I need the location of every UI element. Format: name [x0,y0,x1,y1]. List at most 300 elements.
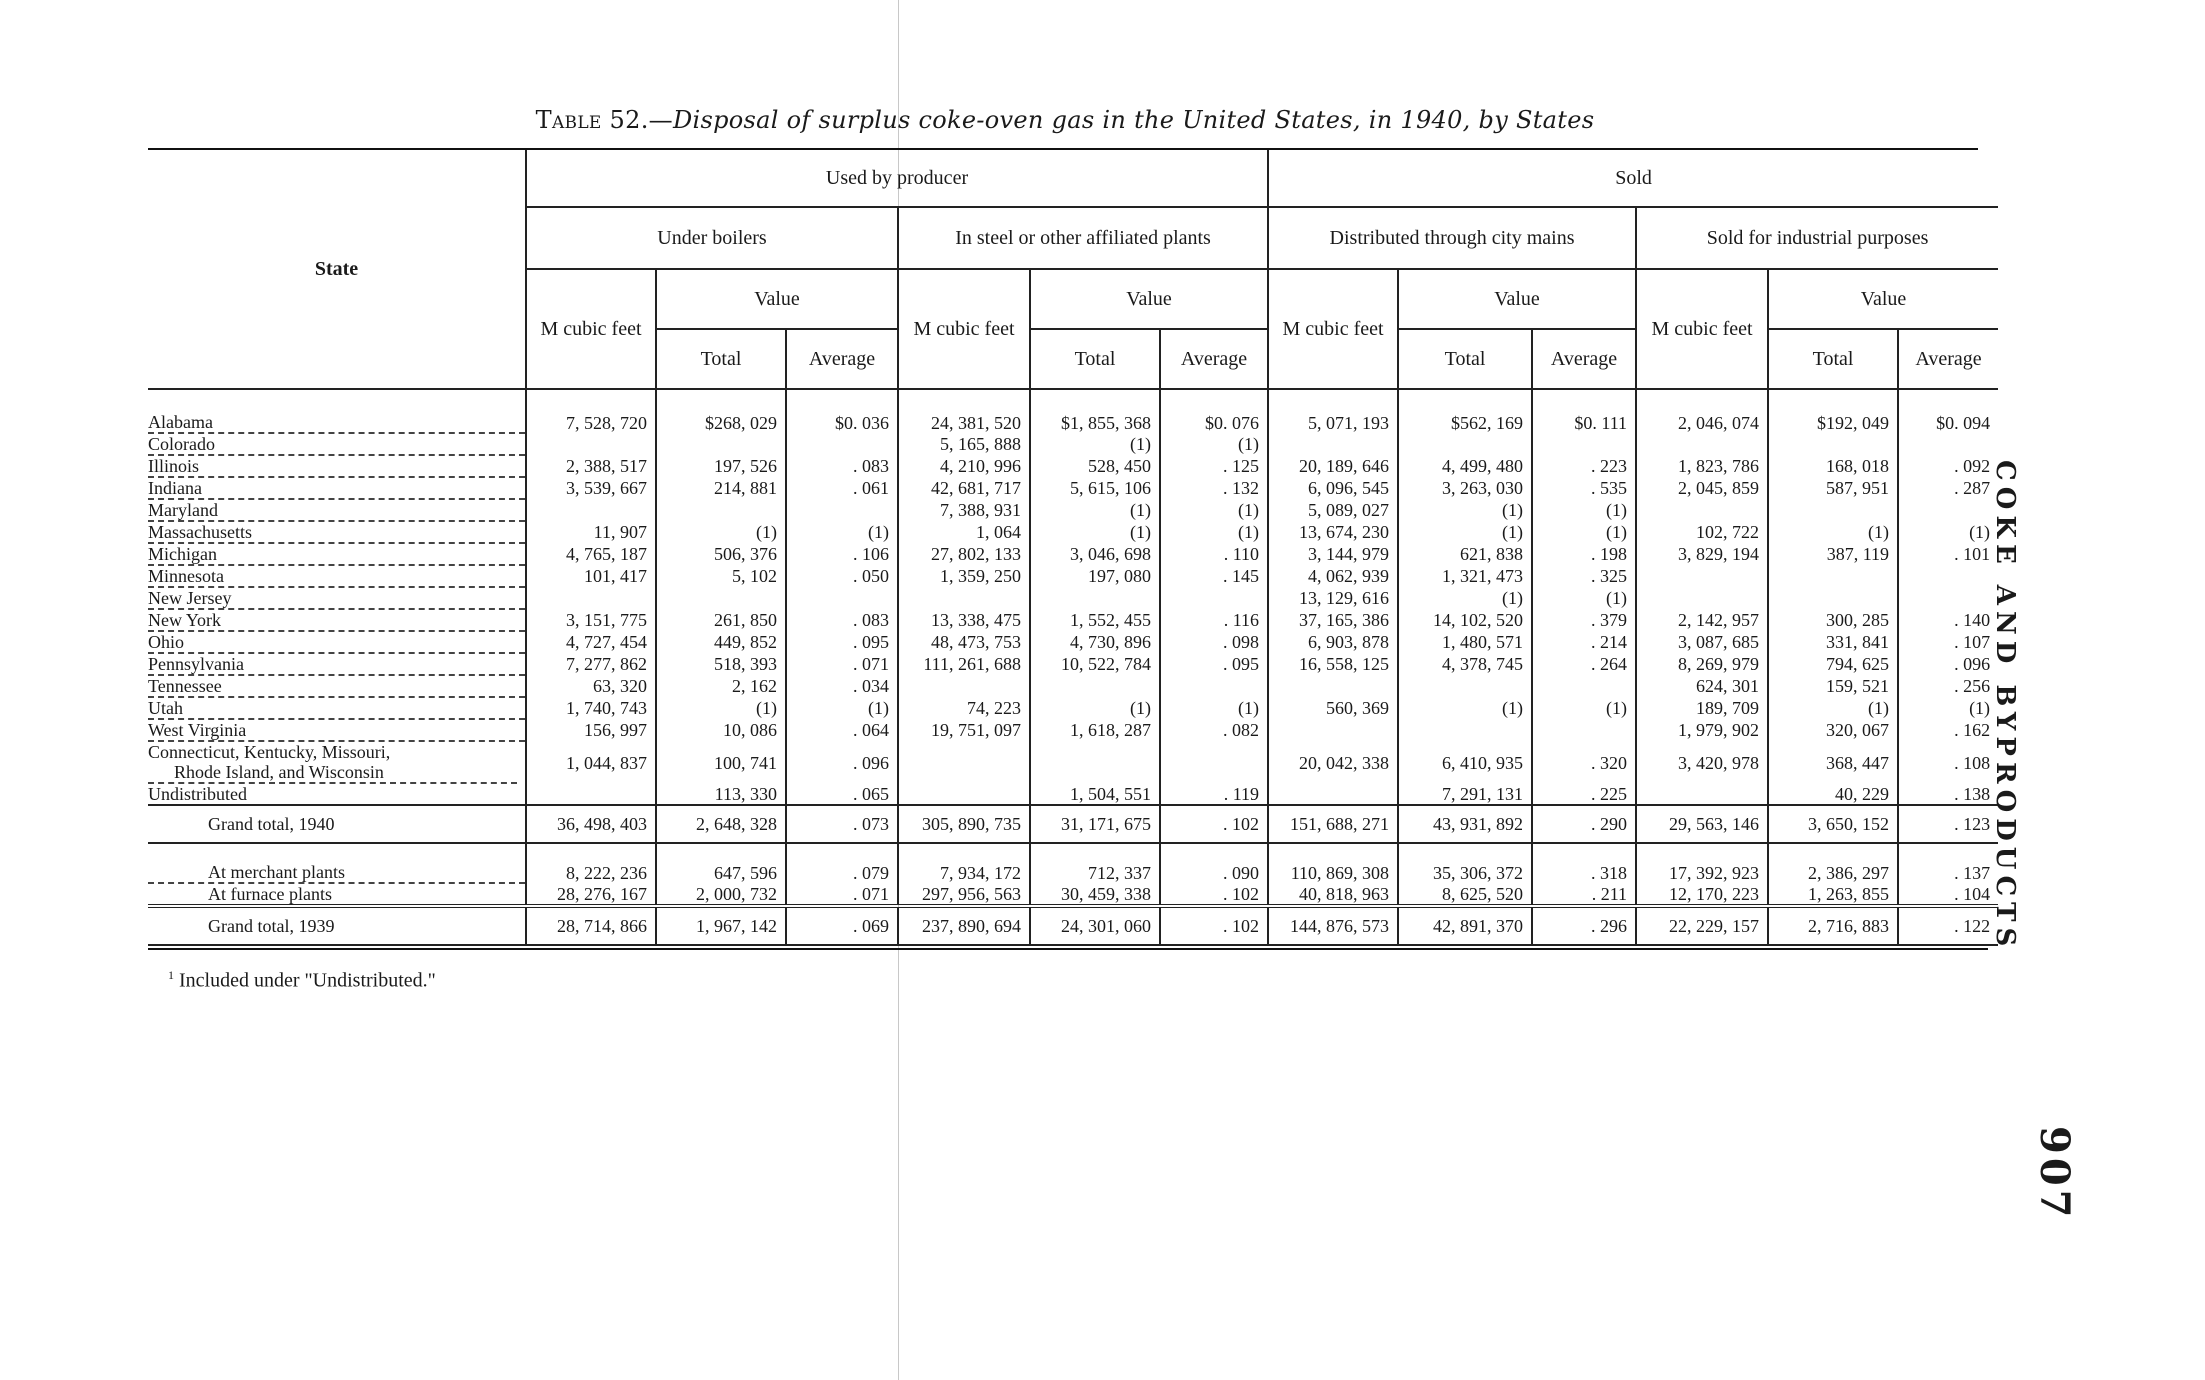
value-cell [1636,587,1768,609]
city-mains-header: Distributed through city mains [1268,207,1636,269]
value-cell: 3, 144, 979 [1268,543,1398,565]
value-cell: $268, 029 [656,412,786,433]
value-cell: 27, 802, 133 [898,543,1030,565]
value-cell [526,433,656,455]
state-cell [148,741,526,784]
value-cell: 6, 096, 545 [1268,477,1398,499]
value-cell: 449, 852 [656,631,786,653]
state-cell [148,609,526,631]
value-cell: . 116 [1160,609,1268,631]
table-row [148,499,1998,521]
table-row [148,719,1998,741]
value-cell [1898,587,1998,609]
value-cell: . 123 [1898,805,1998,843]
state-label: Massachusetts [148,522,252,542]
value-cell: 40, 229 [1768,784,1898,805]
value-cell: (1) [1030,433,1160,455]
value-cell: 10, 522, 784 [1030,653,1160,675]
value-cell: . 102 [1160,883,1268,906]
value-cell: 237, 890, 694 [898,906,1030,945]
value-cell: 3, 420, 978 [1636,741,1768,784]
value-cell: 111, 261, 688 [898,653,1030,675]
table-row [148,653,1998,675]
table-row [148,477,1998,499]
value-cell: 712, 337 [1030,862,1160,883]
value-cell: 297, 956, 563 [898,883,1030,906]
table-row [148,565,1998,587]
spacer-cell [1898,389,1998,412]
value-cell: 110, 869, 308 [1268,862,1398,883]
table-row [148,805,1998,843]
value-cell: (1) [1398,499,1532,521]
state-cell [148,805,526,843]
value-cell: 40, 818, 963 [1268,883,1398,906]
state-cell [148,521,526,543]
value-cell: . 162 [1898,719,1998,741]
value-cell: . 223 [1532,455,1636,477]
value-cell: 31, 171, 675 [1030,805,1160,843]
value-cell [1898,565,1998,587]
average-header: Average [786,329,898,389]
state-cell [148,719,526,741]
value-cell: (1) [656,521,786,543]
value-cell [1398,433,1532,455]
footnote [168,968,436,993]
value-header: Value [1768,269,1998,329]
state-label: Michigan [148,544,217,564]
state-label: West Virginia [148,720,247,740]
spacer-cell [786,389,898,412]
value-cell [656,587,786,609]
value-cell: 7, 277, 862 [526,653,656,675]
spacer-cell [1268,389,1398,412]
value-cell [1768,565,1898,587]
value-cell: . 264 [1532,653,1636,675]
value-cell: . 064 [786,719,898,741]
value-cell: (1) [1160,499,1268,521]
state-label: Maryland [148,500,218,520]
table-row [148,883,1998,906]
value-cell: 13, 129, 616 [1268,587,1398,609]
value-cell [1398,675,1532,697]
value-cell: 74, 223 [898,697,1030,719]
value-cell [1636,433,1768,455]
value-cell: 1, 552, 455 [1030,609,1160,631]
value-cell: . 102 [1160,805,1268,843]
value-cell: (1) [1898,521,1998,543]
value-cell: 5, 102 [656,565,786,587]
value-cell: . 095 [786,631,898,653]
value-cell: . 320 [1532,741,1636,784]
value-cell: 8, 625, 520 [1398,883,1532,906]
state-cell [148,862,526,883]
value-cell [1532,433,1636,455]
value-cell: 305, 890, 735 [898,805,1030,843]
table-row [148,784,1998,805]
value-cell: (1) [1532,587,1636,609]
value-cell: 3, 087, 685 [1636,631,1768,653]
value-cell [786,499,898,521]
value-cell: 42, 891, 370 [1398,906,1532,945]
value-cell: (1) [1030,499,1160,521]
value-cell [1636,499,1768,521]
spacer-cell [1898,843,1998,862]
value-cell: 29, 563, 146 [1636,805,1768,843]
value-cell: . 071 [786,653,898,675]
value-cell: 19, 751, 097 [898,719,1030,741]
spacer-cell [1398,389,1532,412]
value-cell: . 125 [1160,455,1268,477]
industrial-header: Sold for industrial purposes [1636,207,1998,269]
table-caption [150,106,1980,134]
value-cell: (1) [1532,697,1636,719]
value-cell: (1) [1160,521,1268,543]
value-cell [898,741,1030,784]
value-cell: 3, 539, 667 [526,477,656,499]
state-label: Tennessee [148,676,222,696]
value-cell: 1, 618, 287 [1030,719,1160,741]
value-cell: . 061 [786,477,898,499]
value-cell: . 211 [1532,883,1636,906]
value-cell: 4, 765, 187 [526,543,656,565]
spacer-row [148,389,1998,412]
value-cell: 12, 170, 223 [1636,883,1768,906]
state-label: New York [148,610,222,630]
state-cell [148,883,526,906]
value-cell: 7, 388, 931 [898,499,1030,521]
spacer-cell [1030,843,1160,862]
spacer-cell [1768,843,1898,862]
value-cell: 43, 931, 892 [1398,805,1532,843]
spacer-row [148,843,1998,862]
footnote-mark: 1 [168,968,174,982]
value-cell: 42, 681, 717 [898,477,1030,499]
value-cell: $192, 049 [1768,412,1898,433]
bottom-rule [148,948,1988,950]
value-cell: 3, 650, 152 [1768,805,1898,843]
value-cell [526,499,656,521]
value-cell: . 096 [786,741,898,784]
value-cell: 1, 823, 786 [1636,455,1768,477]
total-header: Total [1030,329,1160,389]
value-cell: . 090 [1160,862,1268,883]
value-cell: 2, 162 [656,675,786,697]
state-label: Undistributed [148,784,247,804]
value-cell: 144, 876, 573 [1268,906,1398,945]
total-header: Total [1398,329,1532,389]
value-cell [1268,675,1398,697]
state-cell [148,455,526,477]
used-by-producer-header: Used by producer [526,150,1268,207]
value-cell [656,499,786,521]
value-cell: 624, 301 [1636,675,1768,697]
state-label: At furnace plants [208,884,332,904]
state-cell [148,543,526,565]
value-cell: 4, 499, 480 [1398,455,1532,477]
value-cell [898,675,1030,697]
value-cell [1030,675,1160,697]
table-row [148,675,1998,697]
value-cell: (1) [1030,697,1160,719]
value-cell [1898,433,1998,455]
value-cell [1636,565,1768,587]
value-cell [1532,675,1636,697]
spacer-cell [1160,389,1268,412]
value-cell: 528, 450 [1030,455,1160,477]
value-header: Value [1398,269,1636,329]
value-cell: . 071 [786,883,898,906]
value-cell: 5, 071, 193 [1268,412,1398,433]
value-cell: (1) [1532,499,1636,521]
value-cell: 2, 046, 074 [1636,412,1768,433]
value-cell: . 106 [786,543,898,565]
value-cell: 13, 674, 230 [1268,521,1398,543]
value-cell: . 137 [1898,862,1998,883]
value-cell: . 073 [786,805,898,843]
value-cell: $1, 855, 368 [1030,412,1160,433]
value-cell: 518, 393 [656,653,786,675]
state-label: Minnesota [148,566,224,586]
value-cell: 63, 320 [526,675,656,697]
value-cell: 2, 000, 732 [656,883,786,906]
table-title: Disposal of surplus coke-oven gas in the United States, in 1940, by States [672,106,1595,134]
value-cell: . 104 [1898,883,1998,906]
state-label: Rhode Island, and Wisconsin [174,762,384,782]
table-row [148,587,1998,609]
spacer-cell [656,389,786,412]
value-cell: 24, 301, 060 [1030,906,1160,945]
value-cell: 3, 263, 030 [1398,477,1532,499]
value-cell: 4, 727, 454 [526,631,656,653]
value-cell [1636,784,1768,805]
total-header: Total [656,329,786,389]
value-cell: (1) [786,521,898,543]
value-cell [1398,719,1532,741]
value-cell: . 214 [1532,631,1636,653]
value-cell: 102, 722 [1636,521,1768,543]
state-label-line [148,762,517,784]
spacer-cell [1768,389,1898,412]
value-cell: . 079 [786,862,898,883]
sold-header: Sold [1268,150,1998,207]
value-cell: . 069 [786,906,898,945]
spacer-cell [656,843,786,862]
state-cell [148,499,526,521]
table-row [148,631,1998,653]
value-cell: 8, 222, 236 [526,862,656,883]
value-cell: 506, 376 [656,543,786,565]
value-cell [786,433,898,455]
value-cell: . 145 [1160,565,1268,587]
value-cell: . 102 [1160,906,1268,945]
state-label: Ohio [148,632,184,652]
spacer-cell [148,843,526,862]
value-cell [656,433,786,455]
value-cell: 5, 089, 027 [1268,499,1398,521]
value-cell: . 256 [1898,675,1998,697]
value-cell: (1) [1768,697,1898,719]
value-cell: 4, 210, 996 [898,455,1030,477]
value-cell [1160,675,1268,697]
state-cell [148,653,526,675]
value-cell: (1) [1398,587,1532,609]
value-cell: . 096 [1898,653,1998,675]
value-cell: 6, 903, 878 [1268,631,1398,653]
value-cell [898,587,1030,609]
data-table [148,150,1998,946]
value-cell [1768,433,1898,455]
value-cell: 2, 648, 328 [656,805,786,843]
value-cell: . 225 [1532,784,1636,805]
value-cell: 28, 714, 866 [526,906,656,945]
value-cell: . 083 [786,609,898,631]
value-cell [526,587,656,609]
value-cell: 197, 526 [656,455,786,477]
state-label-line [148,742,517,762]
state-cell [148,631,526,653]
table-number: Table 52.— [535,106,673,134]
value-cell: 560, 369 [1268,697,1398,719]
value-cell: (1) [1160,697,1268,719]
value-cell: 2, 386, 297 [1768,862,1898,883]
value-cell: 7, 934, 172 [898,862,1030,883]
value-cell: 189, 709 [1636,697,1768,719]
value-cell: $0. 111 [1532,412,1636,433]
value-cell [526,784,656,805]
value-cell: 6, 410, 935 [1398,741,1532,784]
m-cubic-feet-header: M cubic feet [526,269,656,389]
value-cell: 1, 263, 855 [1768,883,1898,906]
value-cell: . 296 [1532,906,1636,945]
value-cell: 30, 459, 338 [1030,883,1160,906]
value-cell [1160,587,1268,609]
value-cell: 2, 716, 883 [1768,906,1898,945]
value-cell [1030,587,1160,609]
value-cell: 4, 730, 896 [1030,631,1160,653]
value-cell: 1, 064 [898,521,1030,543]
value-cell: . 092 [1898,455,1998,477]
value-cell: 14, 102, 520 [1398,609,1532,631]
value-cell: . 535 [1532,477,1636,499]
value-cell: 1, 979, 902 [1636,719,1768,741]
table-row [148,412,1998,433]
value-cell: 7, 291, 131 [1398,784,1532,805]
value-cell: . 065 [786,784,898,805]
value-cell [898,784,1030,805]
state-cell [148,906,526,945]
value-cell: 156, 997 [526,719,656,741]
value-cell [1768,499,1898,521]
state-label: Connecticut, Kentucky, Missouri, [148,742,391,762]
value-cell: 101, 417 [526,565,656,587]
value-cell: 24, 381, 520 [898,412,1030,433]
value-cell [1030,741,1160,784]
value-cell: . 101 [1898,543,1998,565]
value-cell: 17, 392, 923 [1636,862,1768,883]
value-cell: . 082 [1160,719,1268,741]
state-cell [148,784,526,805]
value-cell: 1, 740, 743 [526,697,656,719]
table-row [148,741,1998,784]
value-cell [1532,719,1636,741]
table-row [148,906,1998,945]
value-cell: (1) [1398,521,1532,543]
m-cubic-feet-header: M cubic feet [1268,269,1398,389]
table-row [148,543,1998,565]
spacer-cell [898,843,1030,862]
value-cell: 647, 596 [656,862,786,883]
value-cell: 20, 042, 338 [1268,741,1398,784]
value-cell: 320, 067 [1768,719,1898,741]
value-cell: . 108 [1898,741,1998,784]
spacer-cell [1532,843,1636,862]
state-label: Utah [148,698,183,718]
value-cell: 159, 521 [1768,675,1898,697]
state-cell [148,565,526,587]
value-cell: 1, 044, 837 [526,741,656,784]
value-header: Value [656,269,898,329]
value-cell: . 138 [1898,784,1998,805]
running-head: COKE AND BYPRODUCTS [1990,460,2020,953]
value-cell: 331, 841 [1768,631,1898,653]
value-cell: . 140 [1898,609,1998,631]
page-number: 907 [2031,1126,2078,1222]
value-cell: . 290 [1532,805,1636,843]
value-cell: 13, 338, 475 [898,609,1030,631]
total-header: Total [1768,329,1898,389]
value-cell: 4, 062, 939 [1268,565,1398,587]
table-row [148,521,1998,543]
value-cell: (1) [786,697,898,719]
value-cell: 22, 229, 157 [1636,906,1768,945]
value-cell: $0. 076 [1160,412,1268,433]
value-cell: 2, 045, 859 [1636,477,1768,499]
spacer-cell [1532,389,1636,412]
value-cell: 48, 473, 753 [898,631,1030,653]
value-cell: 8, 269, 979 [1636,653,1768,675]
state-label: Illinois [148,456,200,476]
value-cell: 261, 850 [656,609,786,631]
value-cell: $562, 169 [1398,412,1532,433]
state-label: Pennsylvania [148,654,244,674]
value-cell: 5, 615, 106 [1030,477,1160,499]
value-cell: 28, 276, 167 [526,883,656,906]
value-cell: (1) [1898,697,1998,719]
value-cell: . 050 [786,565,898,587]
table-row [148,697,1998,719]
value-cell: . 122 [1898,906,1998,945]
table-row [148,862,1998,883]
value-cell: . 098 [1160,631,1268,653]
value-cell: 3, 151, 775 [526,609,656,631]
value-cell [1268,433,1398,455]
value-cell: 300, 285 [1768,609,1898,631]
value-cell: 100, 741 [656,741,786,784]
value-header: Value [1030,269,1268,329]
value-cell: 4, 378, 745 [1398,653,1532,675]
spacer-cell [1398,843,1532,862]
value-cell: 368, 447 [1768,741,1898,784]
spacer-cell [786,843,898,862]
m-cubic-feet-header: M cubic feet [898,269,1030,389]
value-cell [1898,499,1998,521]
state-label: Grand total, 1939 [208,916,335,936]
value-cell: (1) [1160,433,1268,455]
value-cell: 35, 306, 372 [1398,862,1532,883]
value-cell: 7, 528, 720 [526,412,656,433]
value-cell: . 110 [1160,543,1268,565]
value-cell: . 095 [1160,653,1268,675]
